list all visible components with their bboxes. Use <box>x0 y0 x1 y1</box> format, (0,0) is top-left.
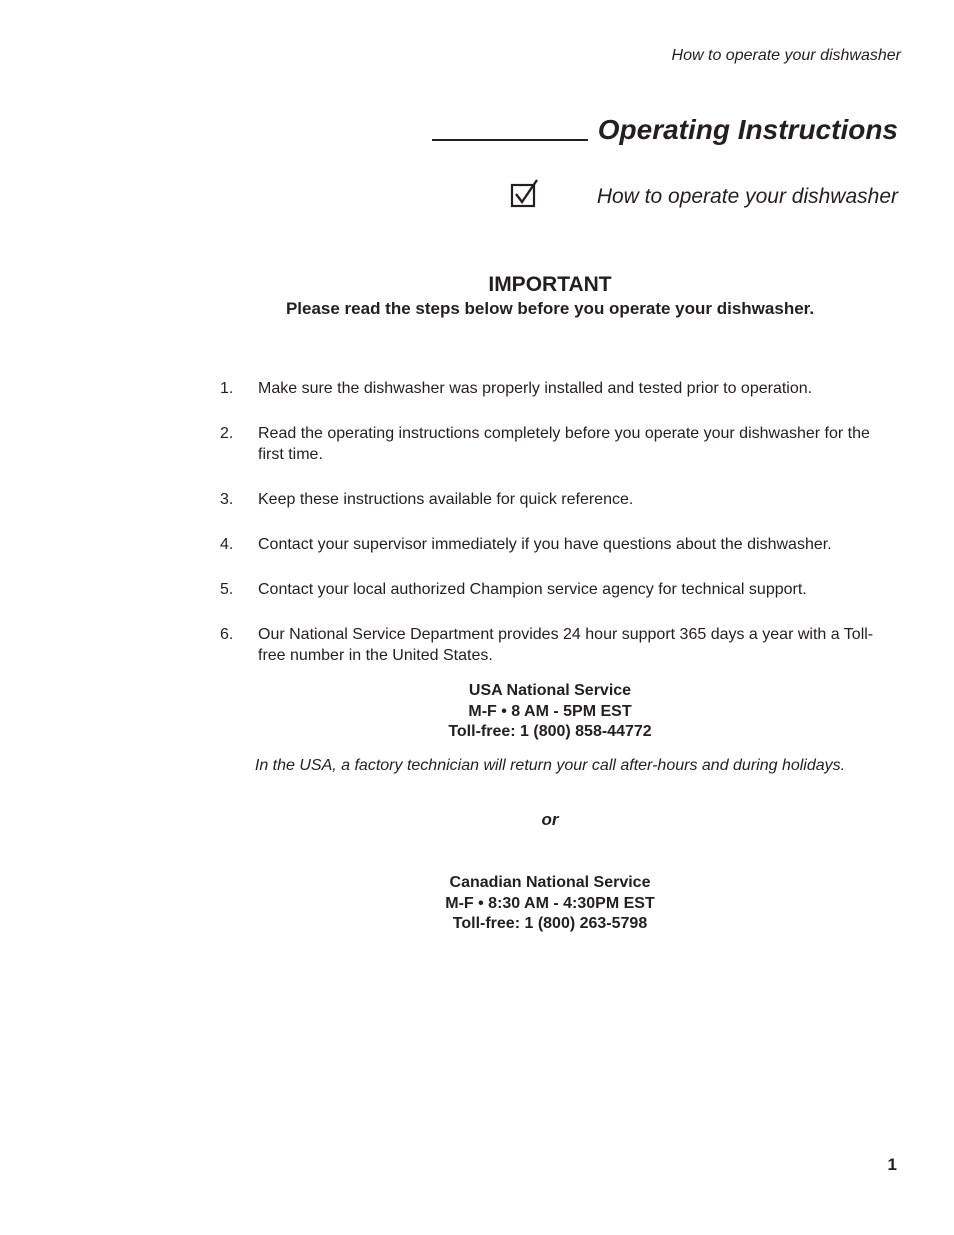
step-item <box>220 378 900 399</box>
canada-service-phone: Toll-free: 1 (800) 263-5798 <box>452 915 648 932</box>
step-text: Keep these instructions available for quick reference. <box>258 491 634 508</box>
step-item <box>220 624 900 666</box>
usa-service-block <box>200 681 900 743</box>
step-number: 5. <box>220 581 234 598</box>
canada-service-hours: M-F • 8:30 AM - 4:30PM EST <box>445 894 655 912</box>
step-text: Read the operating instructions completely before you operate your dishwasher for the first time. <box>258 425 870 463</box>
step-text: Make sure the dishwasher was properly installed and tested prior to operation. <box>258 380 813 397</box>
subtitle-text: How to operate your dishwasher <box>596 185 898 208</box>
page-number: 1 <box>887 1155 897 1174</box>
checkbox-checked-icon <box>510 178 540 208</box>
title-rule <box>432 139 588 141</box>
important-heading: IMPORTANT <box>488 273 612 296</box>
step-number: 6. <box>220 626 234 643</box>
important-subheading: Please read the steps below before you operate your dishwasher. <box>285 299 815 318</box>
step-text: Our National Service Department provides 24 hour support 365 days a year with a Toll-free number in the United States. <box>258 626 874 664</box>
steps-list <box>220 378 900 690</box>
step-number: 1. <box>220 380 234 397</box>
or-separator: or <box>541 810 559 829</box>
important-notice <box>200 272 900 320</box>
step-text: Contact your local authorized Champion service agency for technical support. <box>258 581 807 598</box>
usa-service-phone: Toll-free: 1 (800) 858-44772 <box>448 723 652 740</box>
step-item <box>220 579 900 600</box>
step-text: Contact your supervisor immediately if you have questions about the dishwasher. <box>258 536 832 553</box>
running-header: How to operate your dishwasher <box>671 47 901 64</box>
step-item <box>220 489 900 510</box>
step-item <box>220 423 900 465</box>
after-hours-note: In the USA, a factory technician will return your call after-hours and during holidays. <box>254 757 846 774</box>
page-title <box>432 114 898 146</box>
canada-service-block <box>200 873 900 935</box>
usa-service-hours: M-F • 8 AM - 5PM EST <box>468 702 632 720</box>
section-subtitle <box>0 174 954 214</box>
usa-service-name: USA National Service <box>468 682 632 699</box>
step-number: 4. <box>220 536 234 553</box>
page-title-text: Operating Instructions <box>597 114 898 145</box>
step-item <box>220 534 900 555</box>
canada-service-name: Canadian National Service <box>449 874 651 891</box>
step-number: 2. <box>220 425 234 442</box>
step-number: 3. <box>220 491 234 508</box>
